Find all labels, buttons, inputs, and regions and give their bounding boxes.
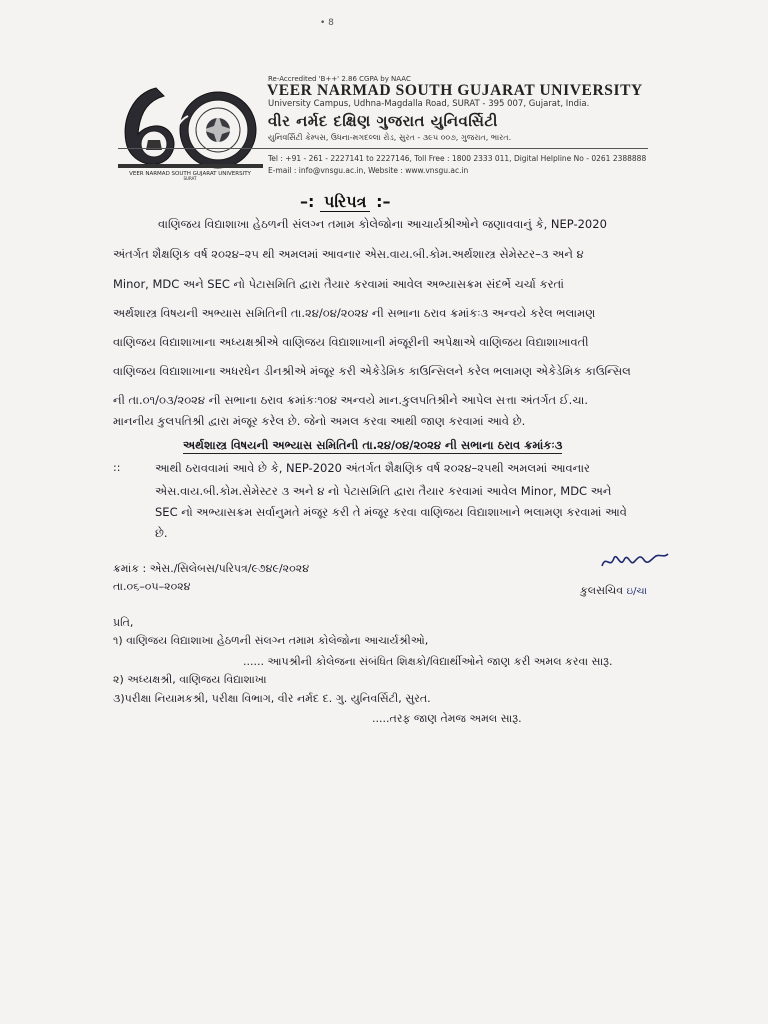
distribution-header: પ્રતિ, [113,616,134,629]
body-line: વાણિજય વિદ્યાશાખા હેઠળની સંલગ્ન તમામ કોલેજોના આચાર્યશ્રીઓને જણાવવાનું કે, NEP-2020 [158,217,607,231]
body-line: Minor, MDC અને SEC નો પેટાસમિતિ દ્વારા તૈયાર કરવામાં આવેલ અભ્યાસક્રમ સંદર્ભે ચર્ચા કરતાં [113,277,564,291]
registrar-initials: ઇ/ચા [626,586,647,597]
university-address-en: University Campus, Udhna-Magdalla Road, SURAT - 395 007, Gujarat, India. [268,99,590,109]
body-line: વાણિજય વિદ્યાશાખાના અધરધેન ડીનશ્રીએ મંજૂર કરી એકેડેમિક કાઉન્સિલને કરેલ ભલામણ એકેડેમિક કાઉન્સિલ [113,364,631,378]
letterhead-divider [118,148,648,149]
contact-email: E-mail : info@vnsgu.ac.in, Website : www.vnsgu.ac.in [268,166,469,175]
resolution-line: એસ.વાય.બી.કોમ.સેમેસ્ટર ૩ અને ૪ નો પેટાસમિતિ દ્વારા તૈયાર કરવામાં આવેલ Minor, MDC અને [155,484,612,498]
contact-phone: Tel : +91 - 261 - 2227141 to 2227146, Toll Free : 1800 2333 011, Digital Helpline No - 0261 2388888 [268,154,647,163]
accreditation-text: Re-Accredited 'B++' 2.86 CGPA by NAAC [268,75,411,83]
resolution-title: અર્થશાસ્ત્ર વિષયની અભ્યાસ સમિતિની તા.૨૪/૦૪/૨૦૨૪ ની સભાના ઠરાવ ક્રમાંકઃ૩ [183,438,563,452]
body-line: માનનીય કુલપતિશ્રી દ્વારા મંજૂર કરેલ છે. જેનો અમલ કરવા આથી જાણ કરવામાં આવે છે. [113,414,526,428]
distribution-item: ૧) વાણિજય વિદ્યાશાખા હેઠળની સંલગ્ન તમામ કોલેજોના આચાર્યશ્રીઓ, [113,634,429,647]
heading-prefix: –: [300,192,315,211]
registrar-title: કુલસચિવ [580,584,624,597]
resolution-marker: :: [113,461,121,474]
distribution-item: ...... આપશ્રીની કોલેજના સંબંધિત શિક્ષકો/વિદ્યાર્થીઓને જાણ કરી અમલ કરવા સારૂ. [243,655,613,668]
resolution-line: આથી ઠરાવવામાં આવે છે કે, NEP-2020 અંતર્ગત શૈક્ષણિક વર્ષ ૨૦૨૪–૨૫થી અમલમાં આવનાર [155,461,590,475]
registrar-block [580,584,647,598]
body-line: વાણિજય વિદ્યાશાખાના અધ્યક્ષશ્રીએ વાણિજય વિદ્યાશાખાની મંજૂરીની અપેક્ષાએ વાણિજય વિદ્યાશાખાવતી [113,335,589,349]
circular-heading [300,192,390,212]
distribution-item: ૨) અધ્યક્ષશ્રી, વાણિજય વિદ્યાશાખા [113,673,267,686]
university-name-en: VEER NARMAD SOUTH GUJARAT UNIVERSITY [267,82,643,99]
reference-number: ક્રમાંક : એસ./સિલેબસ/પરિપત્ર/૯૭૪૯/૨૦૨૪ [113,562,310,575]
logo-caption: VEER NARMAD SOUTH GUJARAT UNIVERSITY [129,171,251,177]
university-logo [118,80,263,180]
university-address-gu: યુનિવર્સિટી કેમ્પસ, ઉધના-મગદલ્લા રોડ, સુરત - ૩૯૫ ૦૦૭, ગુજરાત, ભારત. [268,133,512,142]
stray-mark: • 8 [320,18,334,28]
body-line: અંતર્ગત શૈક્ષણિક વર્ષ ૨૦૨૪–૨૫ થી અમલમાં આવનાર એસ.વાય.બી.કોમ.અર્થશાસ્ત્ર સેમેસ્ટર–૩ અને ૪ [113,247,584,261]
resolution-line: છે. [155,526,168,540]
reference-date: તા.૦૬–૦૫–૨૦૨૪ [113,580,191,593]
signature-scribble [600,548,670,576]
resolution-line: SEC નો અભ્યાસક્રમ સર્વાનુમતે મંજૂર કરી તે મંજૂર કરવા વાણિજય વિદ્યાશાખાને ભલામણ કરવામાં આવે [155,505,627,519]
heading-title: પરિપત્ર [320,192,371,212]
distribution-item: .....તરફ જાણ તેમજ અમલ સારૂ. [372,712,522,725]
distribution-item: ૩)પરીક્ષા નિયામકશ્રી, પરીક્ષા વિભાગ, વીર નર્મદ દ. ગુ. યુનિવર્સિટી, સુરત. [113,692,431,705]
body-line: અર્થશાસ્ત્ર વિષયની અભ્યાસ સમિતિની તા.૨૪/૦૪/૨૦૨૪ ની સભાના ઠરાવ ક્રમાંકઃ૩ અન્વયે કરેલ ભલામણ [113,306,596,320]
logo-caption-city: SURAT [183,176,197,180]
body-line: ની તા.૦૧/૦૩/૨૦૨૪ ની સભાના ઠરાવ ક્રમાંકઃ૧૦૪ અન્વયે માન.કુલપતિશ્રીને આપેલ સત્તા અંતર્ગત ઈ.ચા. [113,393,589,407]
heading-suffix: :– [376,192,391,211]
university-name-gu: વીર નર્મદ દક્ષિણ ગુજરાત યુનિવર્સિટી [268,112,498,130]
